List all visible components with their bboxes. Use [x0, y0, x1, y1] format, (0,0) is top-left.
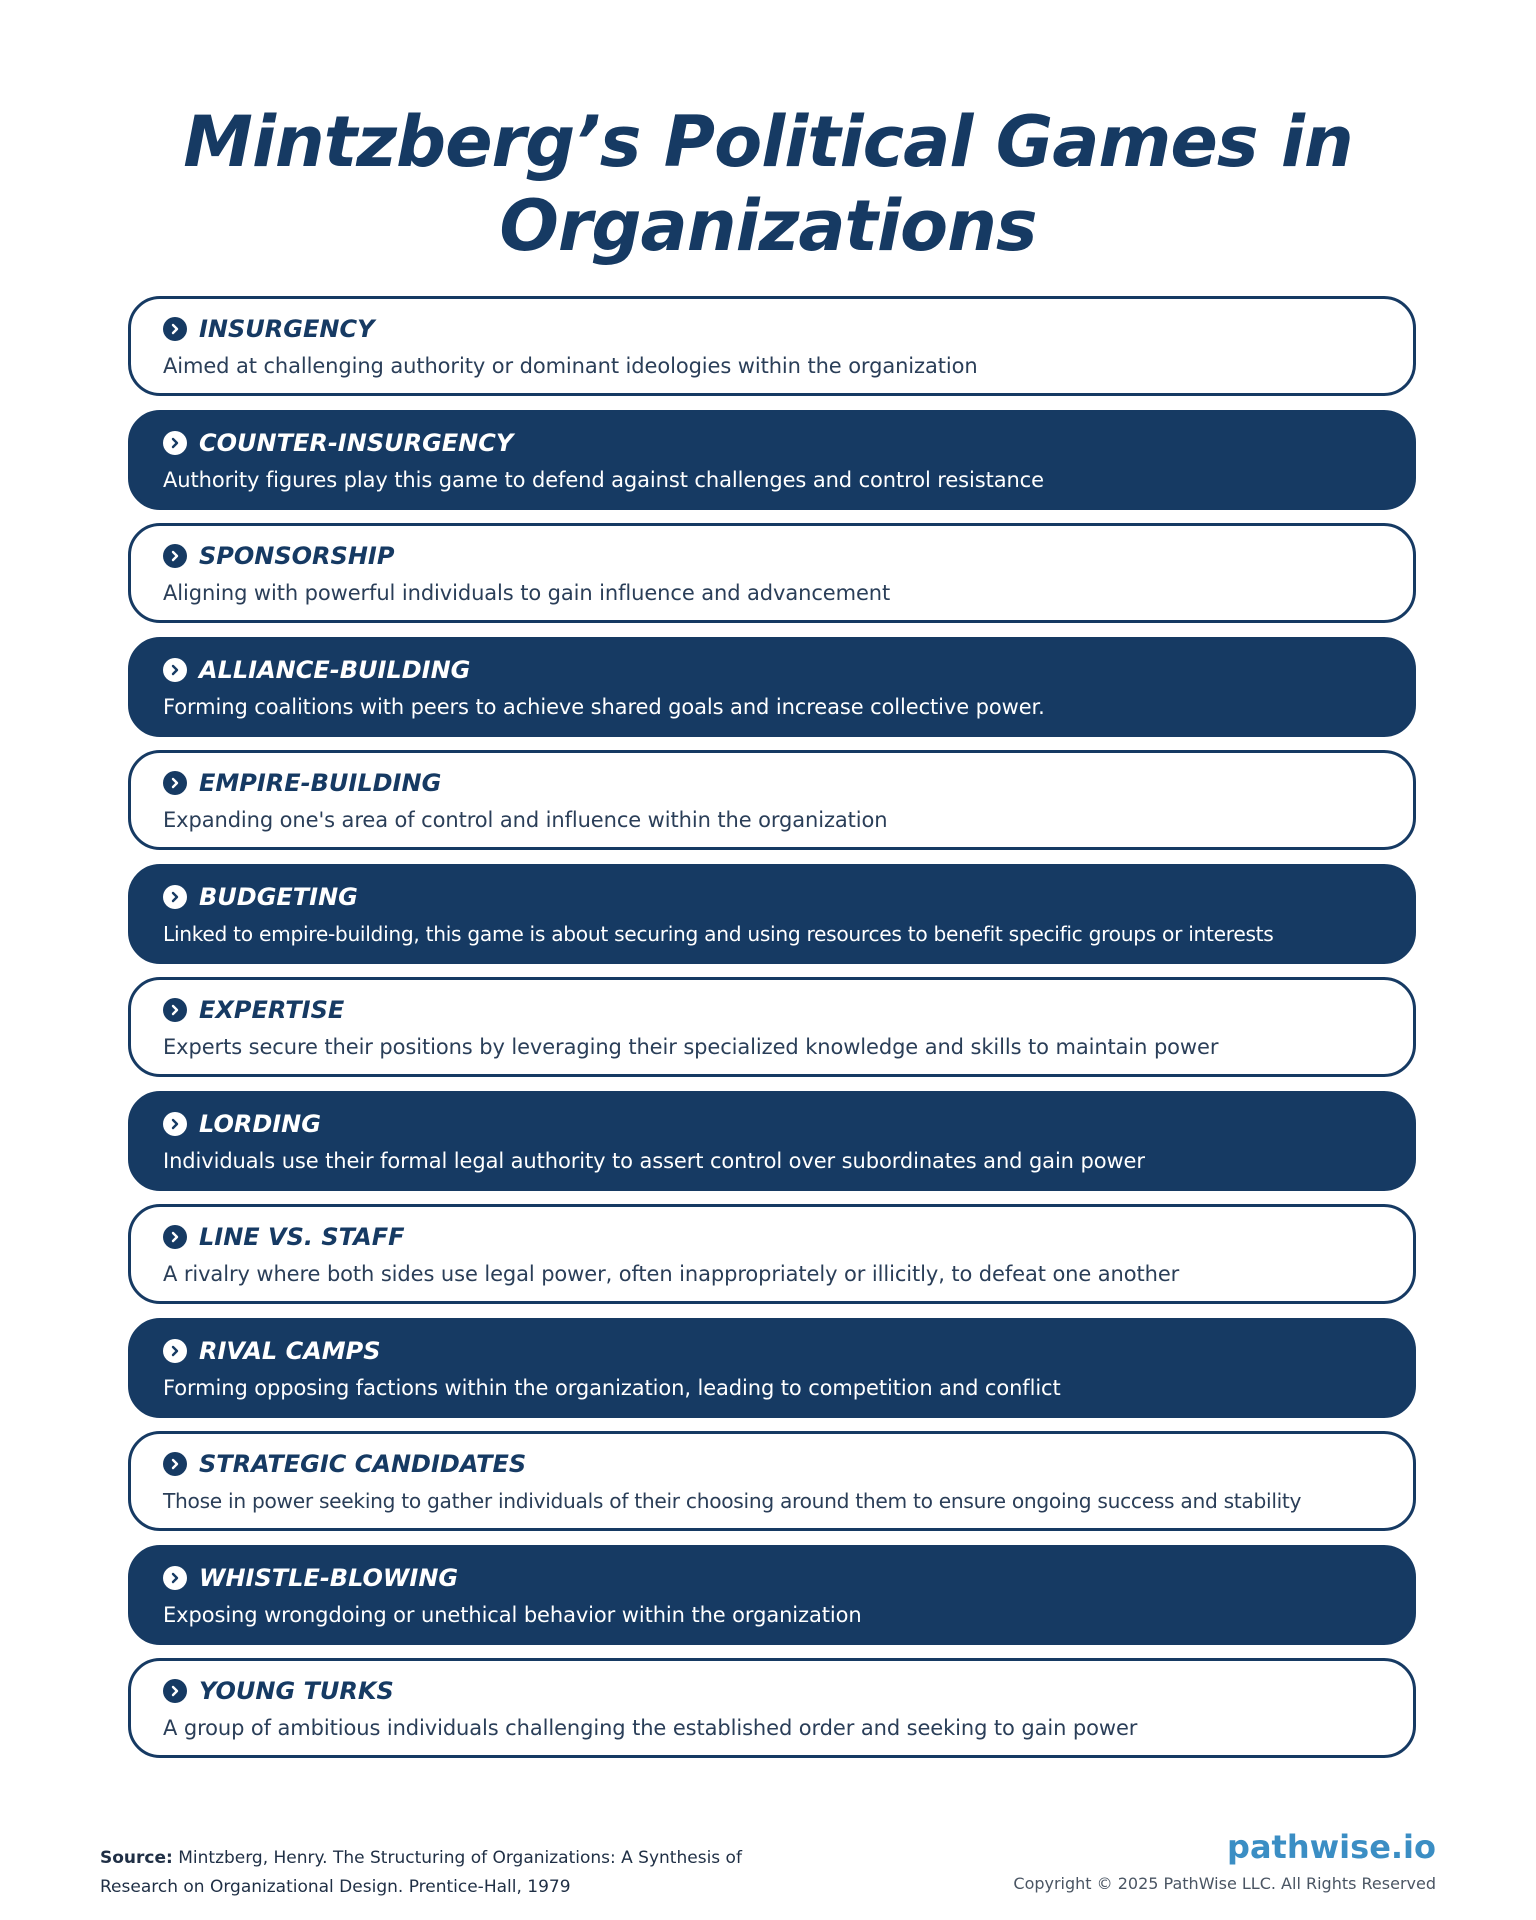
- chevron-right-icon: [163, 1679, 187, 1703]
- game-card-alliance-building: [128, 637, 1416, 737]
- game-card-rival-camps: [128, 1318, 1416, 1418]
- game-description: Those in power seeking to gather individuals of their choosing around them to ensure ongoing success and stability: [163, 1489, 1302, 1513]
- copyright-notice: Copyright © 2025 PathWise LLC. All Rights Reserved: [1013, 1874, 1436, 1893]
- game-card-budgeting: [128, 864, 1416, 964]
- game-title: LORDING: [199, 1109, 321, 1138]
- game-description: Individuals use their formal legal authority to assert control over subordinates and gain power: [163, 1148, 1145, 1173]
- game-description: Experts secure their positions by leveraging their specialized knowledge and skills to maintain power: [163, 1035, 1219, 1059]
- game-description: Exposing wrongdoing or unethical behavior within the organization: [163, 1602, 862, 1627]
- source-citation: [100, 1844, 820, 1902]
- game-description: Aligning with powerful individuals to gain influence and advancement: [163, 581, 891, 605]
- brand-logo: pathwise.io: [1227, 1828, 1436, 1866]
- game-title: SPONSORSHIP: [199, 542, 395, 570]
- chevron-right-icon: [163, 1566, 187, 1590]
- chevron-right-icon: [163, 1339, 187, 1363]
- game-description: A rivalry where both sides use legal power, often inappropriately or illicitly, to defeat one another: [163, 1262, 1180, 1286]
- game-title: INSURGENCY: [199, 315, 375, 343]
- game-card-expertise: [128, 977, 1416, 1077]
- chevron-right-icon: [163, 544, 187, 568]
- chevron-right-icon: [163, 1225, 187, 1249]
- chevron-right-icon: [163, 885, 187, 909]
- game-description: Expanding one's area of control and influence within the organization: [163, 808, 888, 832]
- chevron-right-icon: [163, 658, 187, 682]
- chevron-right-icon: [163, 317, 187, 341]
- source-label: Source:: [100, 1848, 173, 1868]
- game-description: Linked to empire-building, this game is about securing and using resources to benefit specific groups or interests: [163, 921, 1274, 946]
- game-title: YOUNG TURKS: [199, 1677, 394, 1705]
- chevron-right-icon: [163, 1452, 187, 1476]
- game-title: RIVAL CAMPS: [199, 1336, 381, 1365]
- game-title: STRATEGIC CANDIDATES: [199, 1450, 527, 1478]
- game-description: A group of ambitious individuals challenging the established order and seeking to gain power: [163, 1716, 1138, 1740]
- source-text: Mintzberg, Henry. The Structuring of Organizations: A Synthesis of Research on Organizational Design. Prentice-Hall, 1979: [100, 1848, 742, 1897]
- page-title: Mintzberg’s Political Games in Organizations: [183, 101, 1353, 267]
- game-card-counter-insurgency: [128, 410, 1416, 510]
- game-card-insurgency: [128, 296, 1416, 396]
- games-list: [128, 296, 1416, 1772]
- game-card-lording: [128, 1091, 1416, 1191]
- game-description: Aimed at challenging authority or dominant ideologies within the organization: [163, 354, 978, 378]
- game-card-whistle-blowing: [128, 1545, 1416, 1645]
- game-title: ALLIANCE-BUILDING: [199, 655, 471, 684]
- game-description: Forming coalitions with peers to achieve shared goals and increase collective power.: [163, 694, 1045, 719]
- game-card-empire-building: [128, 750, 1416, 850]
- game-title: EXPERTISE: [199, 996, 345, 1024]
- game-title: WHISTLE-BLOWING: [199, 1563, 459, 1592]
- chevron-right-icon: [163, 998, 187, 1022]
- game-card-line-vs-staff: [128, 1204, 1416, 1304]
- game-title: LINE VS. STAFF: [199, 1223, 405, 1251]
- game-card-young-turks: [128, 1658, 1416, 1758]
- game-description: Authority figures play this game to defend against challenges and control resistance: [163, 467, 1044, 492]
- game-card-sponsorship: [128, 523, 1416, 623]
- game-description: Forming opposing factions within the organization, leading to competition and conflict: [163, 1375, 1061, 1400]
- game-title: EMPIRE-BUILDING: [199, 769, 442, 797]
- game-card-strategic-candidates: [128, 1431, 1416, 1531]
- chevron-right-icon: [163, 1112, 187, 1136]
- chevron-right-icon: [163, 771, 187, 795]
- game-title: COUNTER-INSURGENCY: [199, 428, 514, 457]
- game-title: BUDGETING: [199, 882, 358, 911]
- chevron-right-icon: [163, 431, 187, 455]
